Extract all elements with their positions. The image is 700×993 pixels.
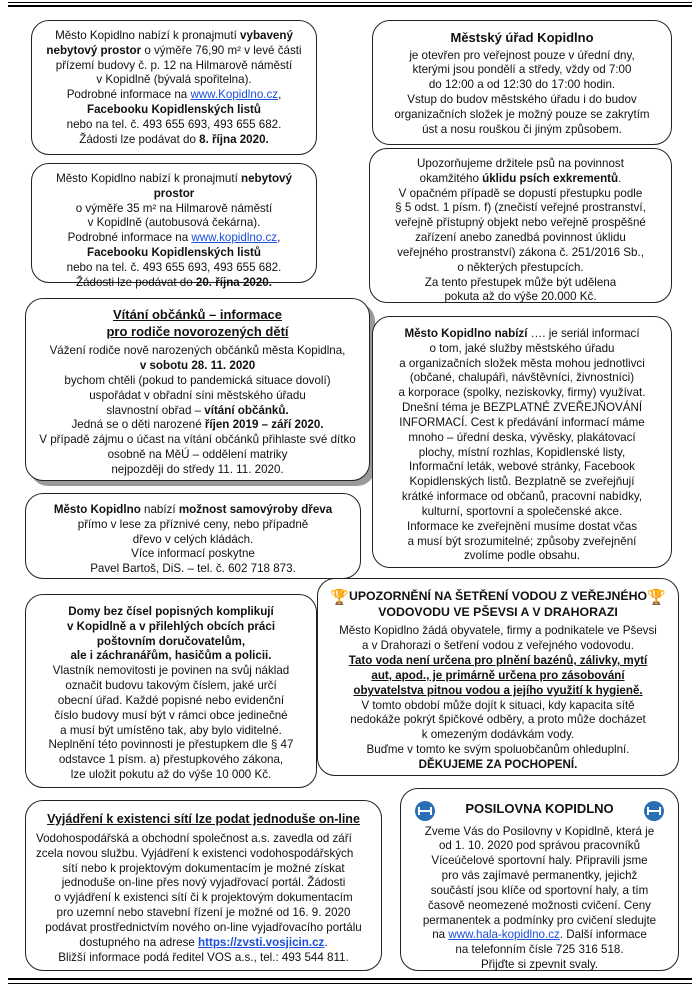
text: Buďme v tomto ke svým spoluobčanům ohleduplní. bbox=[366, 743, 630, 757]
text-bold: obyvatelstva pitnou vodou a jejího využití k hygieně. bbox=[353, 683, 643, 697]
text: a musí být srozumitelné; způsoby zveřejnění bbox=[407, 534, 637, 548]
title: UPOZORNĚNÍ NA ŠETŘENÍ VODOU Z VEŘEJNÉHO bbox=[348, 589, 648, 603]
text: Vlastník nemovitosti je povinen na svůj náklad bbox=[52, 664, 290, 678]
text: INFORMACÍ. Cest k předávání informací máme bbox=[399, 415, 645, 429]
text: . Další informace bbox=[559, 928, 647, 942]
text: Neplnění této povinnosti je přestupkem dle § 47 bbox=[48, 738, 294, 752]
text-bold: úklidu psích exkrementů bbox=[482, 171, 619, 185]
trophy-icon: 🏆 bbox=[647, 589, 666, 606]
text: dřevo v celých kládách. bbox=[132, 532, 254, 546]
text-bold: Tato voda není určena pro plnění bazénů, zálivky, mytí bbox=[348, 654, 648, 668]
text: obecní úřad. Každé popisné nebo evidenční bbox=[57, 693, 285, 707]
text: permanentek a podmínky pro cvičení sledujte bbox=[422, 913, 657, 927]
text: o vyjádření k existenci sítí či k projektovým dokumentacím bbox=[54, 891, 353, 905]
text: nebo na tel. č. 493 655 693, 493 655 682. bbox=[66, 117, 282, 131]
text: Kopidlenských listů. Bezplatně se zveřejňují bbox=[409, 475, 635, 489]
text: V tomto období může dojít k situaci, kdy kapacita sítě bbox=[361, 698, 635, 712]
text: od 1. 10. 2020 pod správou pracovníků bbox=[438, 839, 641, 853]
text-bold: říjen 2019 – září 2020. bbox=[204, 418, 324, 432]
text-bold: Město Kopidlno bbox=[53, 503, 141, 516]
text-bold: Facebooku Kopidlenských listů bbox=[87, 103, 261, 117]
text-bold: poštovním doručovatelům, bbox=[96, 634, 246, 648]
text: a v Drahorazi o šetření vodou z veřejného vodovodu. bbox=[362, 639, 634, 653]
text: na bbox=[432, 928, 449, 942]
bottom-rule bbox=[8, 978, 692, 984]
top-rule bbox=[8, 2, 692, 7]
text: kulturní, sportovní a společenské akce. bbox=[421, 504, 623, 518]
text: (občané, chalupáři, návštěvníci, živnostníci) bbox=[409, 371, 635, 385]
text: nejpozději do středy 11. 11. 2020. bbox=[111, 462, 284, 476]
text: veřejně přístupný objekt nebo veřejně prospěšné bbox=[395, 216, 646, 230]
title: pro rodiče novorozených dětí bbox=[106, 323, 289, 339]
text: Podrobné informace na bbox=[66, 88, 191, 102]
text-bold: možnost samovýroby dřeva bbox=[178, 503, 333, 516]
text: Podrobné informace na bbox=[67, 231, 192, 245]
notice-mesto-nabizi bbox=[372, 316, 672, 568]
text: Přijďte si zpevnit svaly. bbox=[480, 958, 599, 972]
notice-existence-siti bbox=[25, 800, 382, 971]
vos-portal-link[interactable]: https://zvsti.vosjicin.cz bbox=[198, 935, 325, 949]
period: . bbox=[618, 171, 622, 185]
text: a musí být umístěno tak, aby bylo viditelné. bbox=[60, 723, 282, 737]
text-bold: Město Kopidlno nabízí bbox=[404, 327, 528, 340]
text: plochy, místní rozhlas, Kopidlenské listy, bbox=[418, 445, 626, 459]
text: v Kopidlně (bývalá spořitelna). bbox=[96, 73, 252, 87]
title: Vyjádření k existenci sítí lze podat jednoduše on-line bbox=[47, 812, 360, 826]
text: dostupného na adrese bbox=[79, 935, 199, 949]
text: číslo budovy musí být v rámci obce jedinečné bbox=[54, 708, 288, 722]
text-bold: vítání občánků. bbox=[204, 403, 289, 417]
text-bold: vybavený bbox=[240, 29, 293, 42]
text: k omezeným dodávkám vody. bbox=[421, 728, 575, 742]
hala-kopidlno-link[interactable]: www.hala-kopidlno.cz bbox=[448, 928, 560, 942]
text: nabízí bbox=[140, 503, 179, 516]
text: krátké informace od občanů, pracovní nabídky, bbox=[401, 490, 643, 504]
kopidlno-link[interactable]: www.Kopidlno.cz bbox=[190, 88, 279, 102]
text: Jedná se o děti narozené bbox=[71, 418, 205, 432]
notice-rental-cekarna bbox=[31, 163, 317, 289]
text: přízemí budovy č. p. 12 na Hilmarově náměstí bbox=[55, 58, 293, 72]
text: lze uložit pokutu až do výše 10 000 Kč. bbox=[70, 768, 272, 782]
text: uspořádat v obřadní síni městského úřadu bbox=[89, 388, 306, 402]
text-bold: v Kopidlně a v přilehlých obcích práci bbox=[66, 619, 276, 633]
text-bold: nebytový prostor bbox=[153, 172, 292, 200]
text: organizačních složek je možný pouze se zakrytím bbox=[394, 107, 650, 121]
text: veřejného prostranství) zákona č. 251/2016 Sb., bbox=[397, 245, 644, 259]
text: zcela novou službu. Vyjádření k existenci vodohospodářských bbox=[36, 846, 354, 860]
title: Městský úřad Kopidlno bbox=[450, 30, 594, 45]
text-bold: nebytový prostor bbox=[46, 43, 142, 57]
text: Bližší informace podá ředitel VOS a.s., tel.: 493 544 811. bbox=[58, 950, 349, 964]
text: bychom chtěli (pokud to pandemická situace dovolí) bbox=[64, 373, 331, 387]
notice-cisla-popisna bbox=[25, 594, 317, 788]
text: Žádosti lze podávat do bbox=[76, 275, 196, 289]
text: Žádosti lze podávat do bbox=[79, 132, 200, 146]
text: úst a nosu rouškou či jiným způsobem. bbox=[422, 122, 622, 136]
text-bold: aut, apod., je primárně určena pro zásobování bbox=[371, 668, 625, 682]
text: Informační leták, webové stránky, Facebook bbox=[409, 460, 635, 474]
text: V případě zájmu o účast na vítání občánků přihlaste své dítko bbox=[39, 433, 356, 447]
text: Pavel Bartoš, DiS. – tel. č. 602 718 873. bbox=[90, 562, 296, 576]
title: VODOVODU VE PŠEVSI A V DRAHORAZI bbox=[378, 604, 618, 619]
text: a korporace (spolky, neziskovky, firmy) využívat. bbox=[398, 386, 646, 400]
text: sítí nebo k projektovým dokumentacím je možné získat bbox=[62, 861, 345, 875]
trophy-icon: 🏆 bbox=[330, 589, 349, 606]
text: Dnešní téma je BEZPLATNÉ ZVEŘEJŇOVÁNÍ bbox=[401, 401, 643, 415]
text: Zveme Vás do Posilovny v Kopidlně, která je bbox=[424, 824, 655, 838]
text: pro vás zajímavé permanentky, jejichž bbox=[441, 869, 638, 883]
notice-posilovna bbox=[400, 788, 679, 971]
text: o některých přestupcích. bbox=[457, 260, 584, 274]
text: Vstup do budov městského úřadu i do budov bbox=[407, 93, 637, 107]
text: do 12:00 a od 12:30 do 17:00 hodin. bbox=[428, 78, 616, 92]
gym-logo-icon bbox=[415, 801, 435, 821]
text: nebo na tel. č. 493 655 693, 493 655 682. bbox=[66, 260, 282, 274]
date: v sobotu 28. 11. 2020 bbox=[139, 359, 256, 373]
text: okamžitého bbox=[419, 171, 483, 185]
notice-mestsky-urad bbox=[372, 20, 672, 145]
text: Víceúčelové sportovní haly. Připravili jsme bbox=[431, 854, 648, 868]
text: osobně na MěÚ – oddělení matriky bbox=[107, 448, 288, 462]
text: přímo v lese za příznivé ceny, nebo případně bbox=[77, 517, 309, 531]
deadline: 8. října 2020. bbox=[199, 132, 269, 146]
text: o tom, jaké služby městského úřadu bbox=[429, 341, 615, 355]
text: součástí jsou klíče od sportovní haly, a tím bbox=[430, 883, 649, 897]
text: časově neomezené možnosti cvičení. Ceny bbox=[428, 898, 651, 912]
title: POSILOVNA KOPIDLNO bbox=[465, 801, 614, 816]
comma: , bbox=[277, 231, 281, 245]
text: Město Kopidlno nabízí k pronajmutí bbox=[55, 29, 241, 42]
text: a organizačních složek města mohou jednotlivci bbox=[399, 356, 645, 370]
kopidlno-link[interactable]: www.kopidlno.cz bbox=[191, 231, 278, 245]
text: podávat prostřednictvím nového on-line vyjadřovacího portálu bbox=[45, 920, 362, 934]
title: Vítání občánků – informace bbox=[112, 307, 283, 322]
text: zařízení anebo zanedbá povinnost úklidu bbox=[415, 231, 626, 245]
text: pokuta až do výše 20.000 Kč. bbox=[444, 290, 597, 304]
notice-vitani-obcanku bbox=[25, 298, 370, 481]
text: nedokáže pokrýt špičkové odběry, a proto může docházet bbox=[350, 713, 646, 727]
deadline: 20. října 2020. bbox=[195, 275, 272, 289]
text: Vodohospodářská a obchodní společnost a.s. zavedla od září bbox=[36, 832, 352, 845]
comma: , bbox=[278, 88, 282, 102]
text: v Kopidlně (autobusová čekárna). bbox=[87, 216, 261, 230]
text-bold: Facebooku Kopidlenských listů bbox=[87, 246, 261, 260]
text: odstavce 1 písm. a) přestupkového zákona, bbox=[58, 753, 284, 767]
notice-rental-spořitelna bbox=[31, 20, 317, 155]
text-bold: Domy bez čísel popisných komplikují bbox=[68, 605, 274, 618]
text: Vážení rodiče nově narozených občánků města Kopidlna, bbox=[49, 344, 346, 358]
text: Informace ke zveřejnění musíme dostat včas bbox=[406, 519, 638, 533]
text-bold: ale i záchranářům, hasičům a policii. bbox=[70, 649, 272, 663]
text: pro uzemní nebo stavební řízení je možné od 16. 9. 2020 bbox=[56, 906, 351, 920]
text: označit budovu takovým číslem, jaké určí bbox=[65, 679, 277, 693]
text: zvolíme podle obsahu. bbox=[463, 549, 580, 563]
text: Upozorňujeme držitele psů na povinnost bbox=[417, 157, 624, 170]
notice-samovyroba-dreva bbox=[25, 493, 361, 579]
text: slavnostní obřad – bbox=[106, 403, 205, 417]
text: o výměře 35 m² na Hilmarově náměstí bbox=[75, 201, 273, 215]
text: Více informací poskytne bbox=[131, 547, 255, 561]
text: …. je seriál informací bbox=[527, 327, 640, 340]
text: V opačném případě se dopustí přestupku podle bbox=[398, 186, 643, 200]
text: § 5 odst. 1 písm. f) (znečistí veřejné prostranství, bbox=[395, 201, 646, 215]
text: mnoho – úřední deska, vývěsky, plakátovací bbox=[408, 430, 636, 444]
text: na telefonním čísle 725 316 518. bbox=[455, 943, 624, 957]
text: Město Kopidlno nabízí k pronajmutí bbox=[56, 172, 242, 185]
period: . bbox=[324, 935, 328, 949]
notice-psi-exkrementy bbox=[369, 148, 672, 303]
notice-setreni-vodou bbox=[317, 578, 679, 776]
gym-logo-icon bbox=[644, 801, 664, 821]
text: Za tento přestupek může být udělena bbox=[424, 275, 617, 289]
text: jednoduše on-line přes nový vyjadřovací portál. Žádosti bbox=[61, 876, 346, 890]
text: o výměře 76,90 m² v levé části bbox=[141, 43, 302, 57]
text-bold: DĚKUJEME ZA POCHOPENÍ. bbox=[418, 757, 578, 771]
text: Město Kopidlno žádá obyvatele, firmy a podnikatele ve Pševsi bbox=[339, 624, 657, 638]
text: je otevřen pro veřejnost pouze v úřední dny, bbox=[409, 48, 635, 62]
text: kterými jsou pondělí a středy, vždy od 7:00 bbox=[412, 63, 632, 77]
